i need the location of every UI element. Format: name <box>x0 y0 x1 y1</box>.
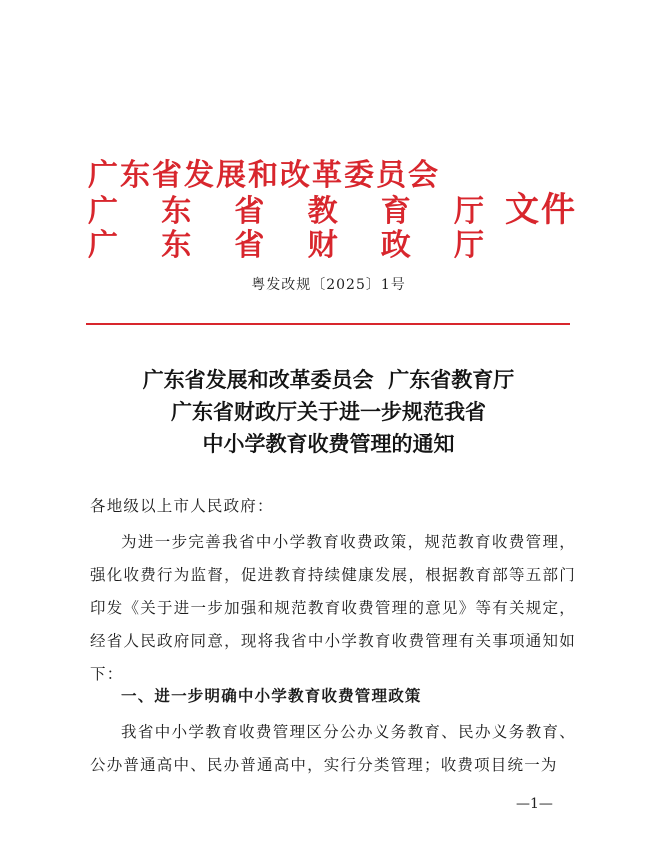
title-line-1: 广东省发展和改革委员会 广东省教育厅 <box>142 367 515 392</box>
issuer1-char: 会 <box>408 158 440 193</box>
issuer1-char: 员 <box>376 158 408 193</box>
issuer1-char: 展 <box>216 158 248 193</box>
section-1-heading: 一、进一步明确中小学教育收费管理政策 <box>121 687 422 705</box>
issuer1-char: 省 <box>152 158 184 193</box>
issuer2-char: 东 <box>161 194 192 229</box>
issuer3-char: 政 <box>380 228 411 263</box>
salutation: 各地级以上市人民政府： <box>90 497 274 515</box>
issuer1-char: 委 <box>344 158 376 193</box>
issuer2-char: 广 <box>88 194 118 229</box>
issuer2-char: 教 <box>307 194 338 229</box>
issuer3-char: 广 <box>88 228 118 263</box>
issuer3-char: 厅 <box>453 228 484 263</box>
issuer1-char: 革 <box>312 158 344 193</box>
issuer1-char: 发 <box>184 158 216 193</box>
red-divider <box>86 323 570 325</box>
issuer1-char: 改 <box>280 158 312 193</box>
issuer3-char: 省 <box>234 228 265 263</box>
document-number: 粤发改规〔2025〕1号 <box>251 277 406 293</box>
issuer2-char: 厅 <box>453 194 484 229</box>
issuer2-char: 育 <box>380 194 411 229</box>
issuer2-char: 省 <box>234 194 265 229</box>
issuer3-char: 东 <box>161 228 192 263</box>
issuer1-char: 和 <box>248 158 280 193</box>
issuer3-char: 财 <box>307 228 338 263</box>
issuer1-char: 东 <box>120 158 152 193</box>
title-line-3: 中小学教育收费管理的通知 <box>202 431 455 456</box>
document-suffix: 文件 <box>505 190 577 230</box>
intro-paragraph: 为进一步完善我省中小学教育收费政策，规范教育收费管理，强化收费行为监督，促进教育持续健康发展，根据教育部等五部门印发《关于进一步加强和规范教育收费管理的意见》等有关规定，经省人民政府同意，现将我省中小学教育收费管理有关事项通知如下： <box>90 533 576 683</box>
page-number: —1— <box>516 796 553 812</box>
title-line-2: 广东省财政厅关于进一步规范我省 <box>171 399 486 424</box>
issuer1-char: 广 <box>88 158 120 193</box>
section-1-paragraph: 我省中小学教育收费管理区分公办义务教育、民办义务教育、公办普通高中、民办普通高中，实行分类管理；收费项目统一为 <box>90 723 576 774</box>
